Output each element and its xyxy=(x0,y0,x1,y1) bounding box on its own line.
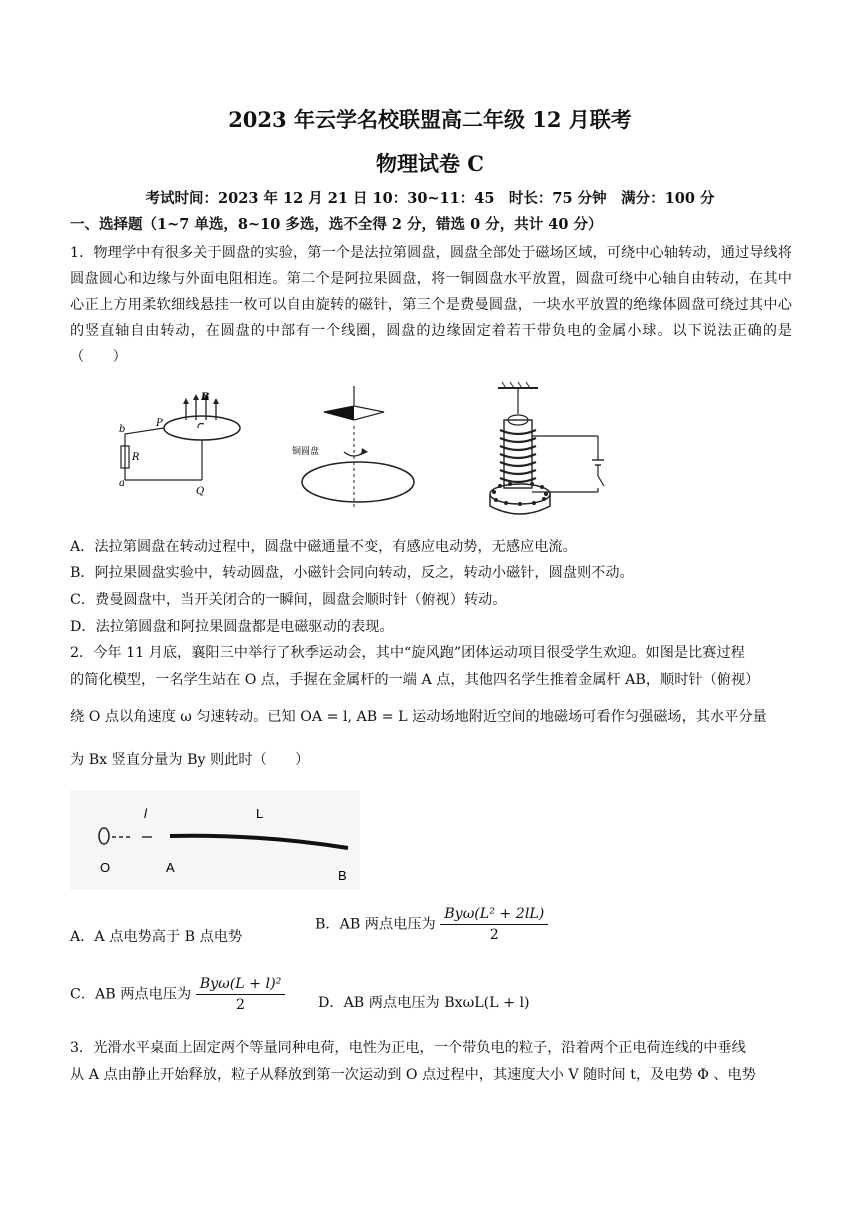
question-2-option-b xyxy=(315,906,548,943)
exam-title: 2023 年云学名校联盟高二年级 12 月联考 xyxy=(228,107,632,132)
exam-subtitle: 物理试卷 C xyxy=(375,151,485,176)
rod-label-A: A xyxy=(166,860,175,875)
rod-label-O: O xyxy=(100,860,111,875)
question-1-option-a: A．法拉第圆盘在转动过程中，圆盘中磁通量不变，有感应电动势，无感应电流。 xyxy=(70,539,577,555)
option-b-fraction xyxy=(440,906,548,943)
option-b-prefix: B．AB 两点电压为 xyxy=(315,916,436,933)
rod-label-l: l xyxy=(144,806,147,821)
question-1-option-d: D．法拉第圆盘和阿拉果圆盘都是电磁驱动的表现。 xyxy=(70,619,394,635)
faraday-disk-figure xyxy=(110,390,280,500)
option-c-denominator: 2 xyxy=(235,997,246,1013)
question-2-line-1: 2．今年 11 月底，襄阳三中举行了秋季运动会，其中“旋风跑”团体运动项目很受学生欢迎。如图是比赛过程 xyxy=(70,645,745,661)
option-c-fraction xyxy=(196,976,286,1013)
fig1-label-R: R xyxy=(132,452,140,463)
option-c-prefix: C．AB 两点电压为 xyxy=(70,986,192,1003)
fig2-label-copper: 铜圆盘 xyxy=(292,447,320,457)
question-2-option-c xyxy=(70,976,285,1013)
rod-oab-figure xyxy=(70,790,360,890)
question-1-option-c: C．费曼圆盘中，当开关闭合的一瞬间，圆盘会顺时针（俯视）转动。 xyxy=(70,592,507,608)
arago-disk-figure xyxy=(292,382,432,512)
fig1-label-p: P xyxy=(156,418,163,429)
rod-label-L: L xyxy=(256,806,264,821)
question-2-line-2: 的简化模型，一名学生站在 O 点，手握在金属杆的一端 A 点，其他四名学生推着金属杆 AB，顺时针（俯视） xyxy=(70,672,760,688)
fig1-label-B: B xyxy=(201,392,210,403)
fig1-label-a: a xyxy=(119,478,125,489)
question-1-stem: 1．物理学中有很多关于圆盘的实验，第一个是法拉第圆盘，圆盘全部处于磁场区域，可绕中心轴转动，通过导线将圆盘圆心和边缘与外面电阻相连。第二个是阿拉果圆盘，将一铜圆盘水平放置，圆盘可绕中心轴自由转动，在其中心正上方用柔软细线悬挂一枚可以自由旋转的磁针，第三个是费曼圆盘，一块水平放置的绝缘体圆盘可绕过其中心的竖直轴自由转动，在圆盘的中部有一个线圈，圆盘的边缘固定着若干带负电的金属小球。以下说法正确的是（ ） xyxy=(70,245,792,365)
question-3-line-1: 3．光滑水平桌面上固定两个等量同种电荷，电性为正电，一个带负电的粒子，沿着两个正电荷连线的中垂线 xyxy=(70,1040,746,1056)
exam-info: 考试时间：2023 年 12 月 21 日 10：30~11：45 时长：75 分钟 满分：100 分 xyxy=(145,190,715,207)
section-heading: 一、选择题（1~7 单选，8~10 多选，选不全得 2 分，错选 0 分，共计 40 分） xyxy=(70,216,603,233)
option-c-numerator: Byω(L + l)² xyxy=(196,976,286,995)
question-3-line-2: 从 A 点由静止开始释放，粒子从释放到第一次运动到 O 点过程中，其速度大小 V 随时间 t，及电势 Φ 、电势 xyxy=(70,1067,756,1083)
feynman-disk-figure xyxy=(486,380,626,530)
fig1-label-Q: Q xyxy=(196,486,205,497)
rod-label-B: B xyxy=(338,868,347,883)
question-2-option-a: A．A 点电势高于 B 点电势 xyxy=(70,929,243,945)
option-b-numerator: Byω(L² + 2lL) xyxy=(440,906,548,925)
option-b-denominator: 2 xyxy=(489,927,499,943)
question-2-line-4: 为 Bx 竖直分量为 By 则此时（ ） xyxy=(70,752,310,768)
fig1-label-b: b xyxy=(119,424,126,435)
question-1-option-b: B．阿拉果圆盘实验中，转动圆盘，小磁针会同向转动，反之，转动小磁针，圆盘则不动。 xyxy=(70,565,634,581)
question-2-line-3: 绕 O 点以角速度 ω 匀速转动。已知 OA = l, AB = L 运动场地附近空间的地磁场可看作匀强磁场，其水平分量 xyxy=(70,709,767,725)
question-2-option-d: D．AB 两点电压为 BxωL(L + l) xyxy=(318,995,530,1011)
